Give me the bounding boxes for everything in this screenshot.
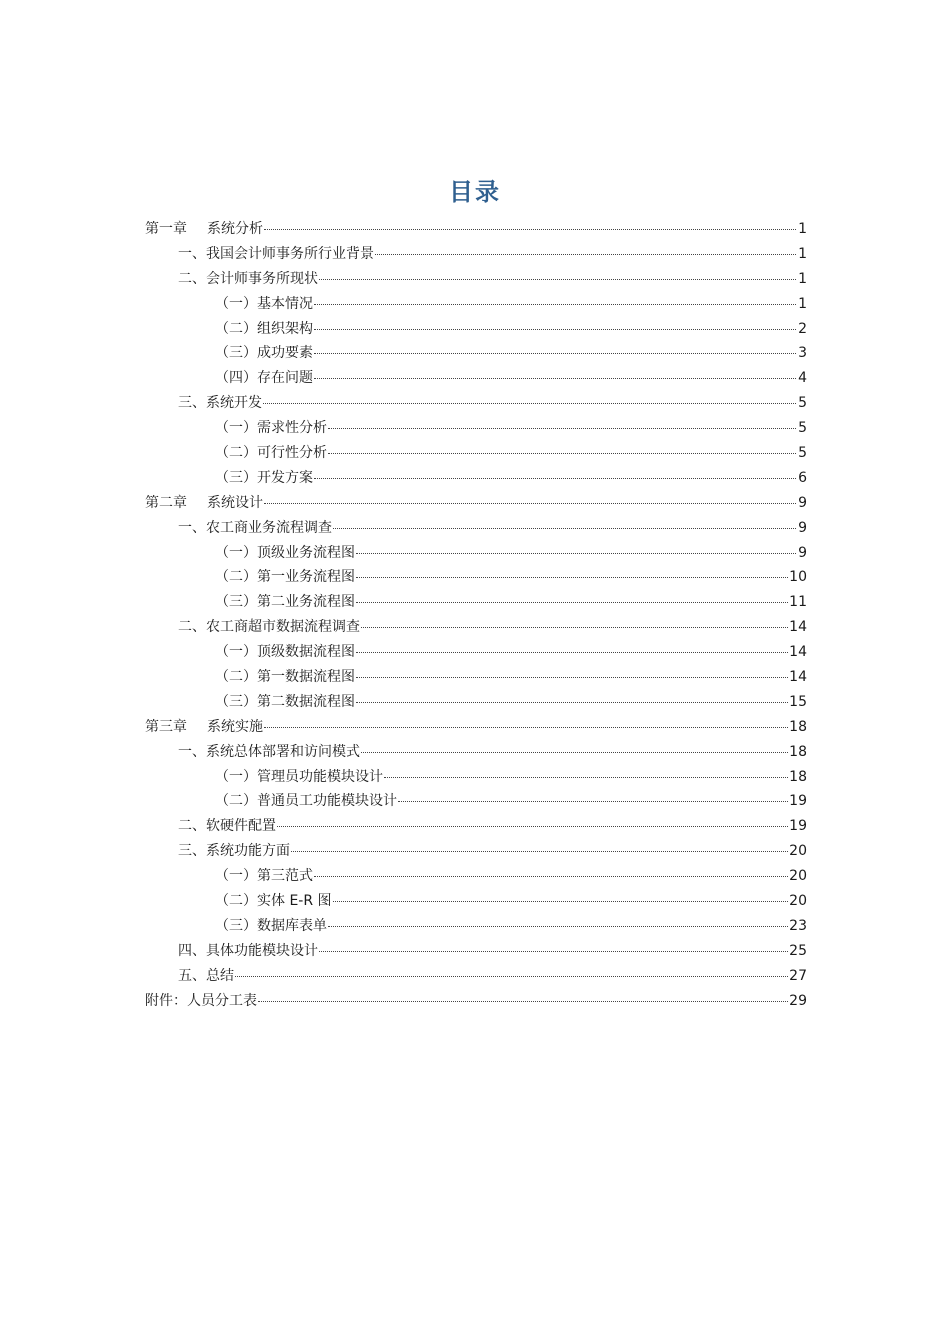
toc-entry[interactable] (145, 292, 807, 317)
toc-entry-page: 29 (789, 992, 807, 1009)
toc-dot-leader (319, 279, 796, 280)
toc-dot-leader (235, 976, 788, 977)
toc-entry[interactable] (145, 590, 807, 615)
toc-entry-page: 1 (798, 270, 807, 287)
toc-entry-page: 20 (789, 843, 807, 860)
toc-entry[interactable] (145, 665, 807, 690)
toc-entry-text: 系统分析 (207, 221, 263, 237)
toc-entry-text: （二）实体 E-R 图 (215, 893, 332, 910)
table-of-contents (145, 217, 807, 1014)
toc-entry[interactable] (145, 889, 807, 914)
toc-entry[interactable] (145, 366, 807, 391)
toc-dot-leader (314, 329, 796, 330)
toc-dot-leader (356, 677, 788, 678)
toc-entry-page: 23 (789, 917, 807, 934)
toc-entry[interactable] (145, 765, 807, 790)
toc-entry-text: （二）普通员工功能模块设计 (215, 793, 397, 810)
toc-entry-text: 三、系统开发 (178, 395, 262, 412)
toc-entry[interactable] (145, 814, 807, 839)
toc-entry[interactable] (145, 317, 807, 342)
toc-entry-text: 二、会计师事务所现状 (178, 270, 318, 287)
toc-entry-page: 19 (789, 818, 807, 835)
toc-entry-page: 10 (789, 569, 807, 586)
toc-entry-text: （一）顶级业务流程图 (215, 544, 355, 561)
toc-entry-page: 15 (789, 693, 807, 710)
toc-entry-page: 25 (789, 942, 807, 959)
toc-entry-page: 9 (798, 519, 807, 536)
toc-entry-text: （三）第二数据流程图 (215, 693, 355, 710)
toc-dot-leader (333, 901, 789, 902)
toc-entry-page: 6 (798, 469, 807, 486)
toc-dot-leader (314, 378, 796, 379)
toc-dot-leader (356, 652, 788, 653)
toc-entry[interactable] (145, 964, 807, 989)
toc-entry[interactable] (145, 491, 807, 516)
toc-dot-leader (384, 777, 788, 778)
toc-entry[interactable] (145, 939, 807, 964)
toc-entry-text: （二）组织架构 (215, 320, 313, 337)
toc-entry-text: （四）存在问题 (215, 370, 313, 387)
toc-dot-leader (361, 627, 788, 628)
toc-entry-page: 19 (789, 793, 807, 810)
toc-dot-leader (291, 851, 788, 852)
toc-entry-text: （一）管理员功能模块设计 (215, 768, 383, 785)
toc-entry-page: 3 (798, 345, 807, 362)
toc-dot-leader (314, 478, 796, 479)
toc-dot-leader (356, 702, 788, 703)
toc-entry-text: 一、农工商业务流程调查 (178, 519, 332, 536)
toc-entry-text: （二）第一数据流程图 (215, 669, 355, 686)
toc-entry-page: 14 (789, 619, 807, 636)
toc-entry-number: 第二章 (145, 494, 187, 511)
toc-entry[interactable] (145, 715, 807, 740)
toc-entry[interactable] (145, 466, 807, 491)
toc-entry[interactable] (145, 541, 807, 566)
toc-entry[interactable] (145, 565, 807, 590)
toc-entry-page: 20 (789, 893, 807, 910)
toc-entry-text: 系统实施 (207, 718, 263, 735)
toc-entry-page: 11 (789, 594, 807, 611)
toc-entry-text: 三、系统功能方面 (178, 843, 290, 860)
toc-dot-leader (361, 752, 788, 753)
toc-dot-leader (356, 602, 788, 603)
toc-entry-page: 20 (789, 868, 807, 885)
toc-entry-text: （三）数据库表单 (215, 917, 327, 934)
toc-entry-text: （二）可行性分析 (215, 445, 327, 462)
toc-entry[interactable] (145, 416, 807, 441)
toc-dot-leader (263, 403, 796, 404)
toc-entry-text: （一）基本情况 (215, 295, 313, 312)
toc-entry-text: （一）第三范式 (215, 868, 313, 885)
toc-entry-text: （三）开发方案 (215, 469, 313, 486)
toc-entry[interactable] (145, 267, 807, 292)
toc-entry-text: 五、总结 (178, 967, 234, 984)
toc-entry-page: 9 (798, 494, 807, 511)
toc-dot-leader (328, 453, 796, 454)
toc-dot-leader (375, 254, 796, 255)
toc-entry-text: 系统设计 (207, 494, 263, 511)
toc-entry-page: 14 (789, 644, 807, 661)
toc-dot-leader (314, 876, 788, 877)
toc-entry-page: 5 (798, 395, 807, 412)
toc-dot-leader (328, 926, 788, 927)
toc-dot-leader (319, 951, 788, 952)
toc-entry-page: 18 (789, 743, 807, 760)
toc-dot-leader (264, 727, 788, 728)
toc-entry-page: 9 (798, 544, 807, 561)
toc-entry-text: （一）顶级数据流程图 (215, 644, 355, 661)
toc-dot-leader (333, 528, 796, 529)
toc-entry-text: （一）需求性分析 (215, 420, 327, 437)
toc-title: 目录 (449, 178, 501, 206)
toc-entry-page: 1 (798, 245, 807, 262)
toc-dot-leader (398, 801, 788, 802)
toc-entry-text: 附件：人员分工表 (145, 992, 257, 1009)
toc-entry-page: 14 (789, 669, 807, 686)
toc-entry[interactable] (145, 615, 807, 640)
toc-entry[interactable] (145, 640, 807, 665)
toc-entry-page: 2 (798, 320, 807, 337)
toc-entry-text: 一、系统总体部署和访问模式 (178, 743, 360, 760)
toc-entry-page: 1 (798, 221, 807, 237)
toc-dot-leader (314, 353, 796, 354)
toc-dot-leader (264, 503, 796, 504)
toc-entry-number: 第三章 (145, 718, 187, 735)
toc-entry[interactable] (145, 690, 807, 715)
toc-entry-page: 5 (798, 445, 807, 462)
toc-entry-text: 一、我国会计师事务所行业背景 (178, 245, 374, 262)
toc-entry-text: （三）第二业务流程图 (215, 594, 355, 611)
toc-entry-page: 27 (789, 967, 807, 984)
toc-entry[interactable] (145, 441, 807, 466)
toc-entry[interactable] (145, 391, 807, 416)
toc-entry[interactable] (145, 864, 807, 889)
toc-entry[interactable] (145, 217, 807, 242)
toc-entry[interactable] (145, 914, 807, 939)
toc-entry-page: 5 (798, 420, 807, 437)
toc-dot-leader (277, 826, 788, 827)
toc-dot-leader (328, 428, 796, 429)
toc-dot-leader (264, 229, 796, 230)
toc-entry-text: 四、具体功能模块设计 (178, 942, 318, 959)
toc-entry-text: （三）成功要素 (215, 345, 313, 362)
toc-dot-leader (258, 1001, 788, 1002)
toc-entry[interactable] (145, 989, 807, 1014)
toc-entry-text: 二、软硬件配置 (178, 818, 276, 835)
toc-dot-leader (356, 577, 788, 578)
toc-entry-page: 4 (798, 370, 807, 387)
toc-entry-page: 18 (789, 768, 807, 785)
toc-entry-text: 二、农工商超市数据流程调查 (178, 619, 360, 636)
toc-entry-number: 第一章 (145, 221, 187, 237)
toc-entry[interactable] (145, 516, 807, 541)
toc-entry[interactable] (145, 341, 807, 366)
toc-entry-page: 18 (789, 718, 807, 735)
toc-dot-leader (314, 304, 796, 305)
toc-entry[interactable] (145, 839, 807, 864)
toc-entry[interactable] (145, 740, 807, 765)
toc-entry[interactable] (145, 789, 807, 814)
toc-entry-page: 1 (798, 295, 807, 312)
toc-entry-text: （二）第一业务流程图 (215, 569, 355, 586)
toc-dot-leader (356, 553, 796, 554)
toc-entry[interactable] (145, 242, 807, 267)
